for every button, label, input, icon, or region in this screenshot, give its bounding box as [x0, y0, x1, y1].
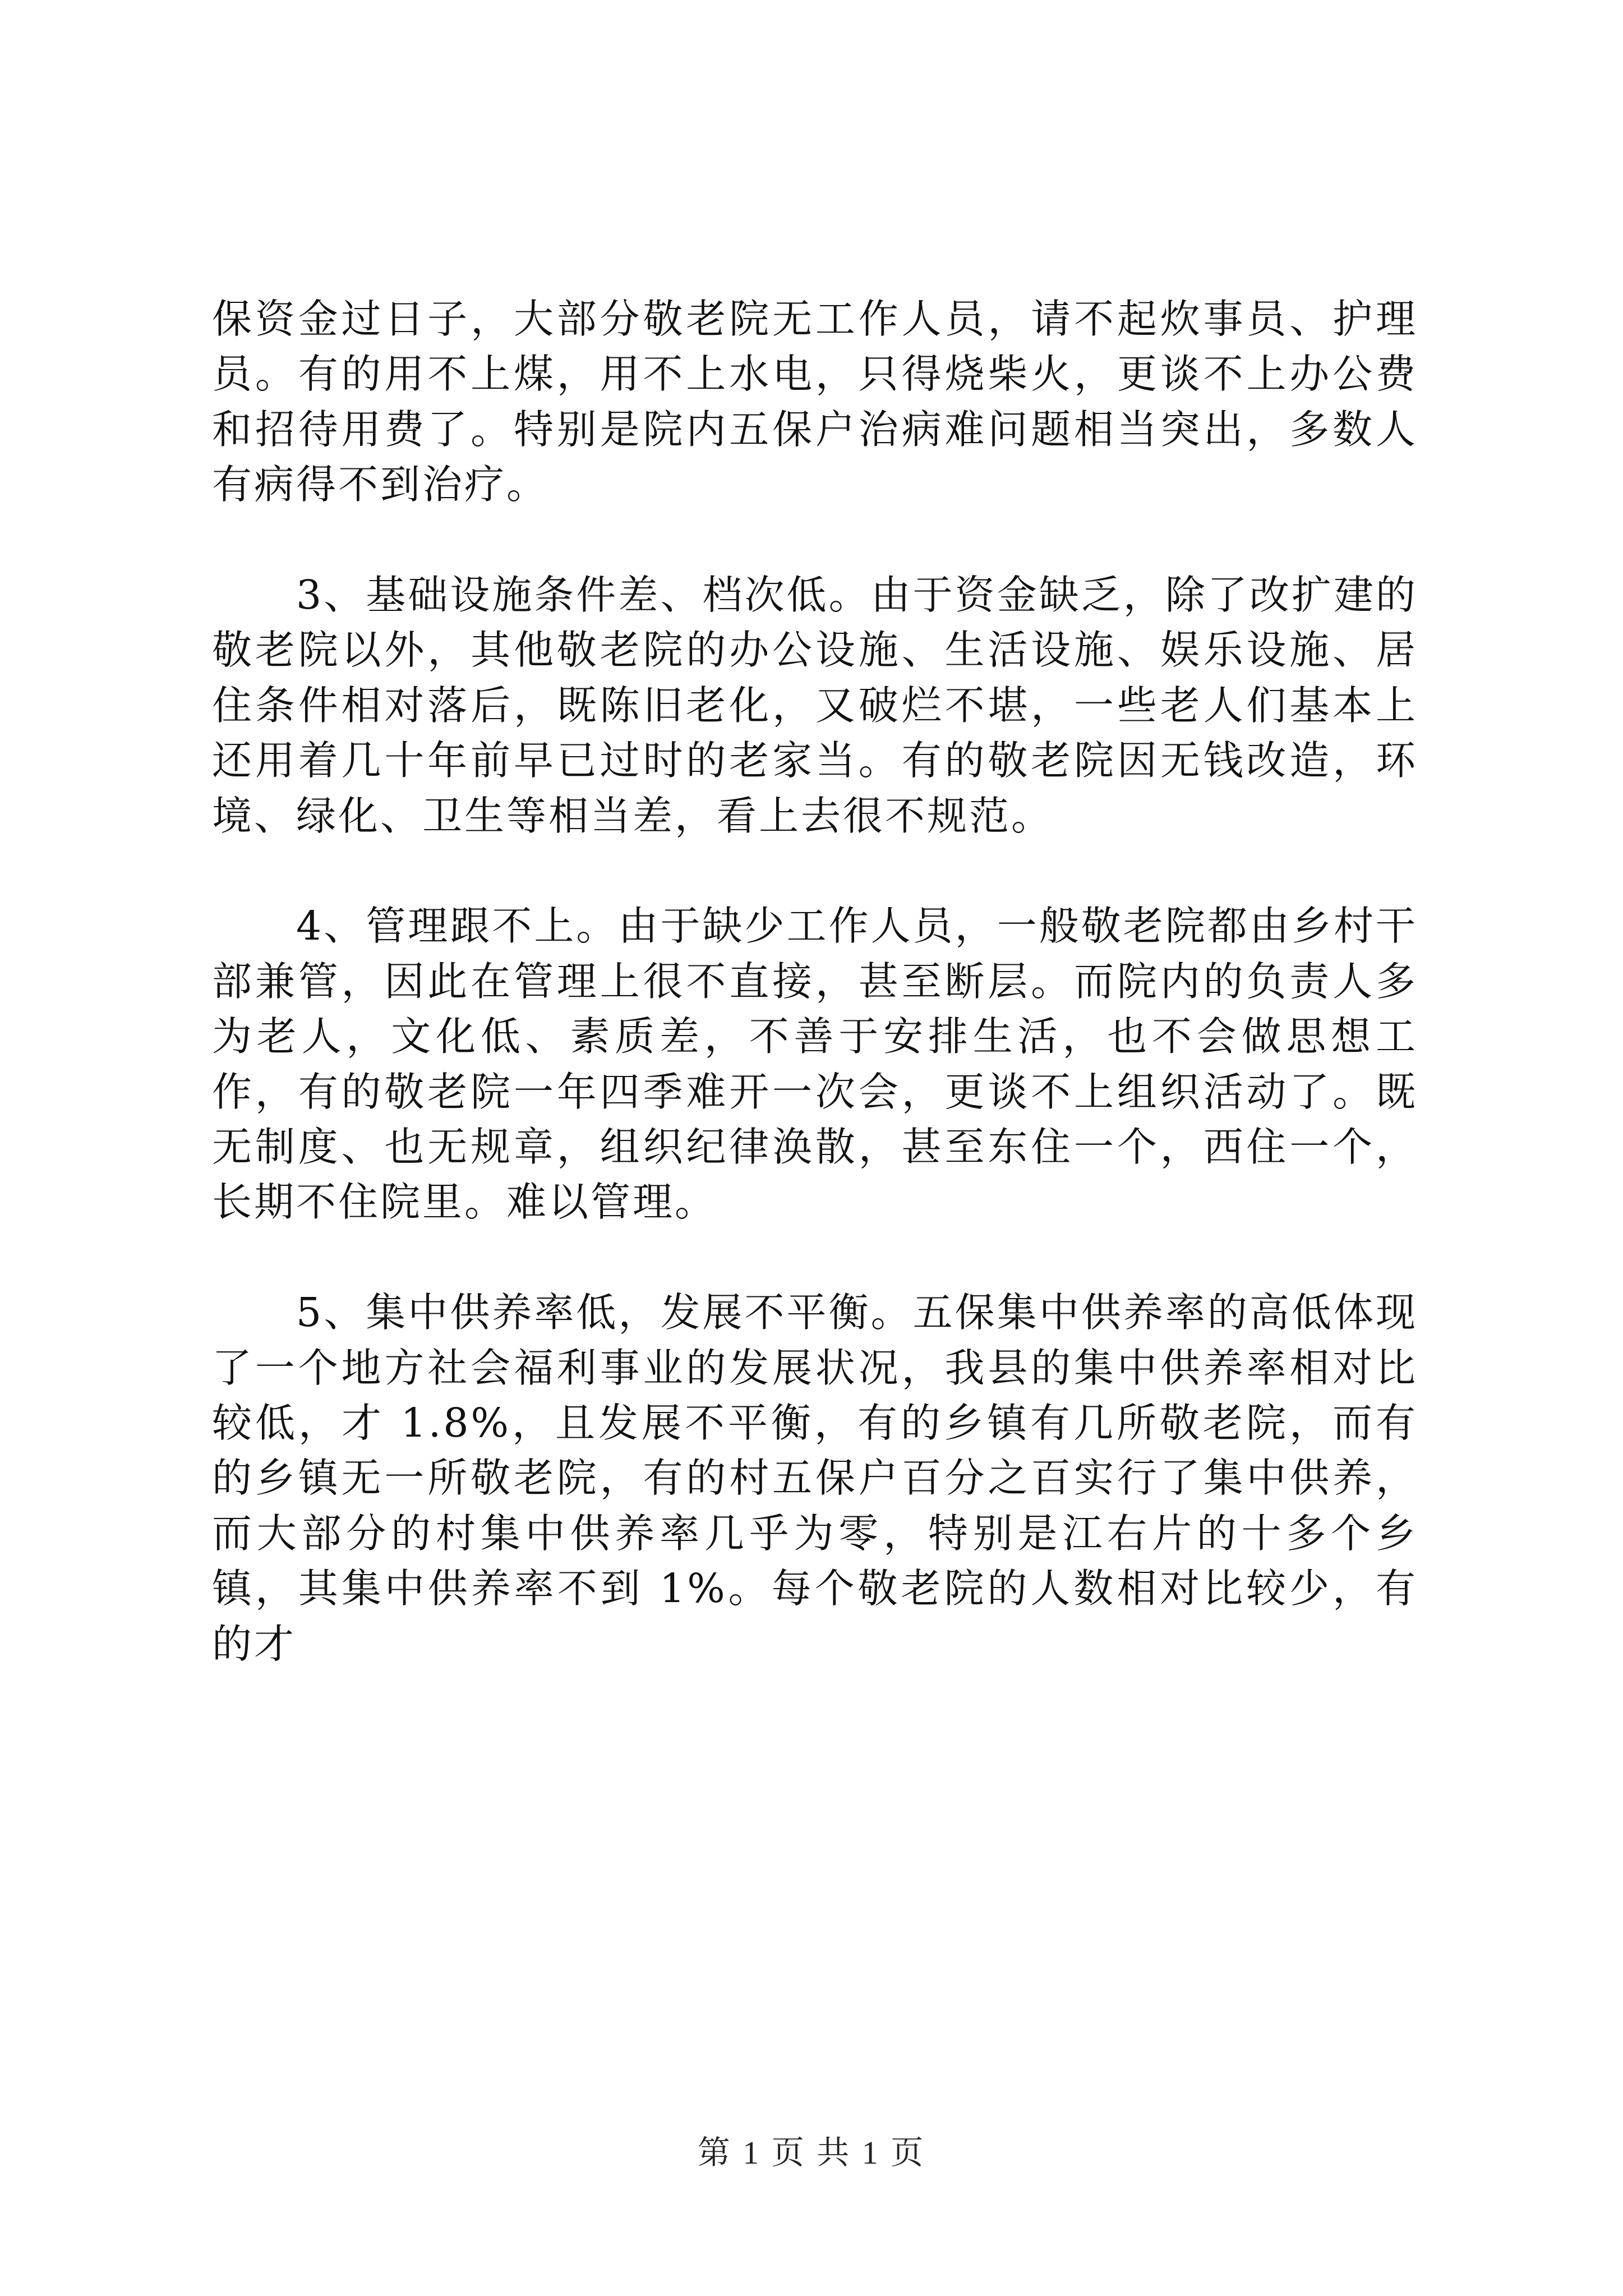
- page-footer: 第 1 页 共 1 页: [697, 2134, 926, 2171]
- paragraph-item-5: 5、集中供养率低，发展不平衡。五保集中供养率的高低体现了一个地方社会福利事业的发展状况，我县的集中供养率相对比较低，才 1.8%，且发展不平衡，有的乡镇有几所敬老院，而有的乡镇无一所敬老院，有的村五保户百分之百实行了集中供养，而大部分的村集中供养率几乎为零，特别是江右片的十多个乡镇，其集中供养率不到 1%。每个敬老院的人数相对比较少，有的才: [212, 1289, 1418, 1667]
- document-body: [212, 292, 1418, 1672]
- paragraph-continuation: 保资金过日子，大部分敬老院无工作人员，请不起炊事员、护理员。有的用不上煤，用不上水电，只得烧柴火，更谈不上办公费和招待用费了。特别是院内五保户治病难问题相当突出，多数人有病得不到治疗。: [212, 296, 1418, 508]
- paragraph-item-3: 3、基础设施条件差、档次低。由于资金缺乏，除了改扩建的敬老院以外，其他敬老院的办公设施、生活设施、娱乐设施、居住条件相对落后，既陈旧老化，又破烂不堪，一些老人们基本上还用着几十年前早已过时的老家当。有的敬老院因无钱改造，环境、绿化、卫生等相当差，看上去很不规范。: [212, 572, 1418, 839]
- paragraph-item-4: 4、管理跟不上。由于缺少工作人员，一般敬老院都由乡村干部兼管，因此在管理上很不直接，甚至断层。而院内的负责人多为老人，文化低、素质差，不善于安排生活，也不会做思想工作，有的敬老院一年四季难开一次会，更谈不上组织活动了。既无制度、也无规章，组织纪律涣散，甚至东住一个，西住一个，长期不住院里。难以管理。: [212, 903, 1418, 1226]
